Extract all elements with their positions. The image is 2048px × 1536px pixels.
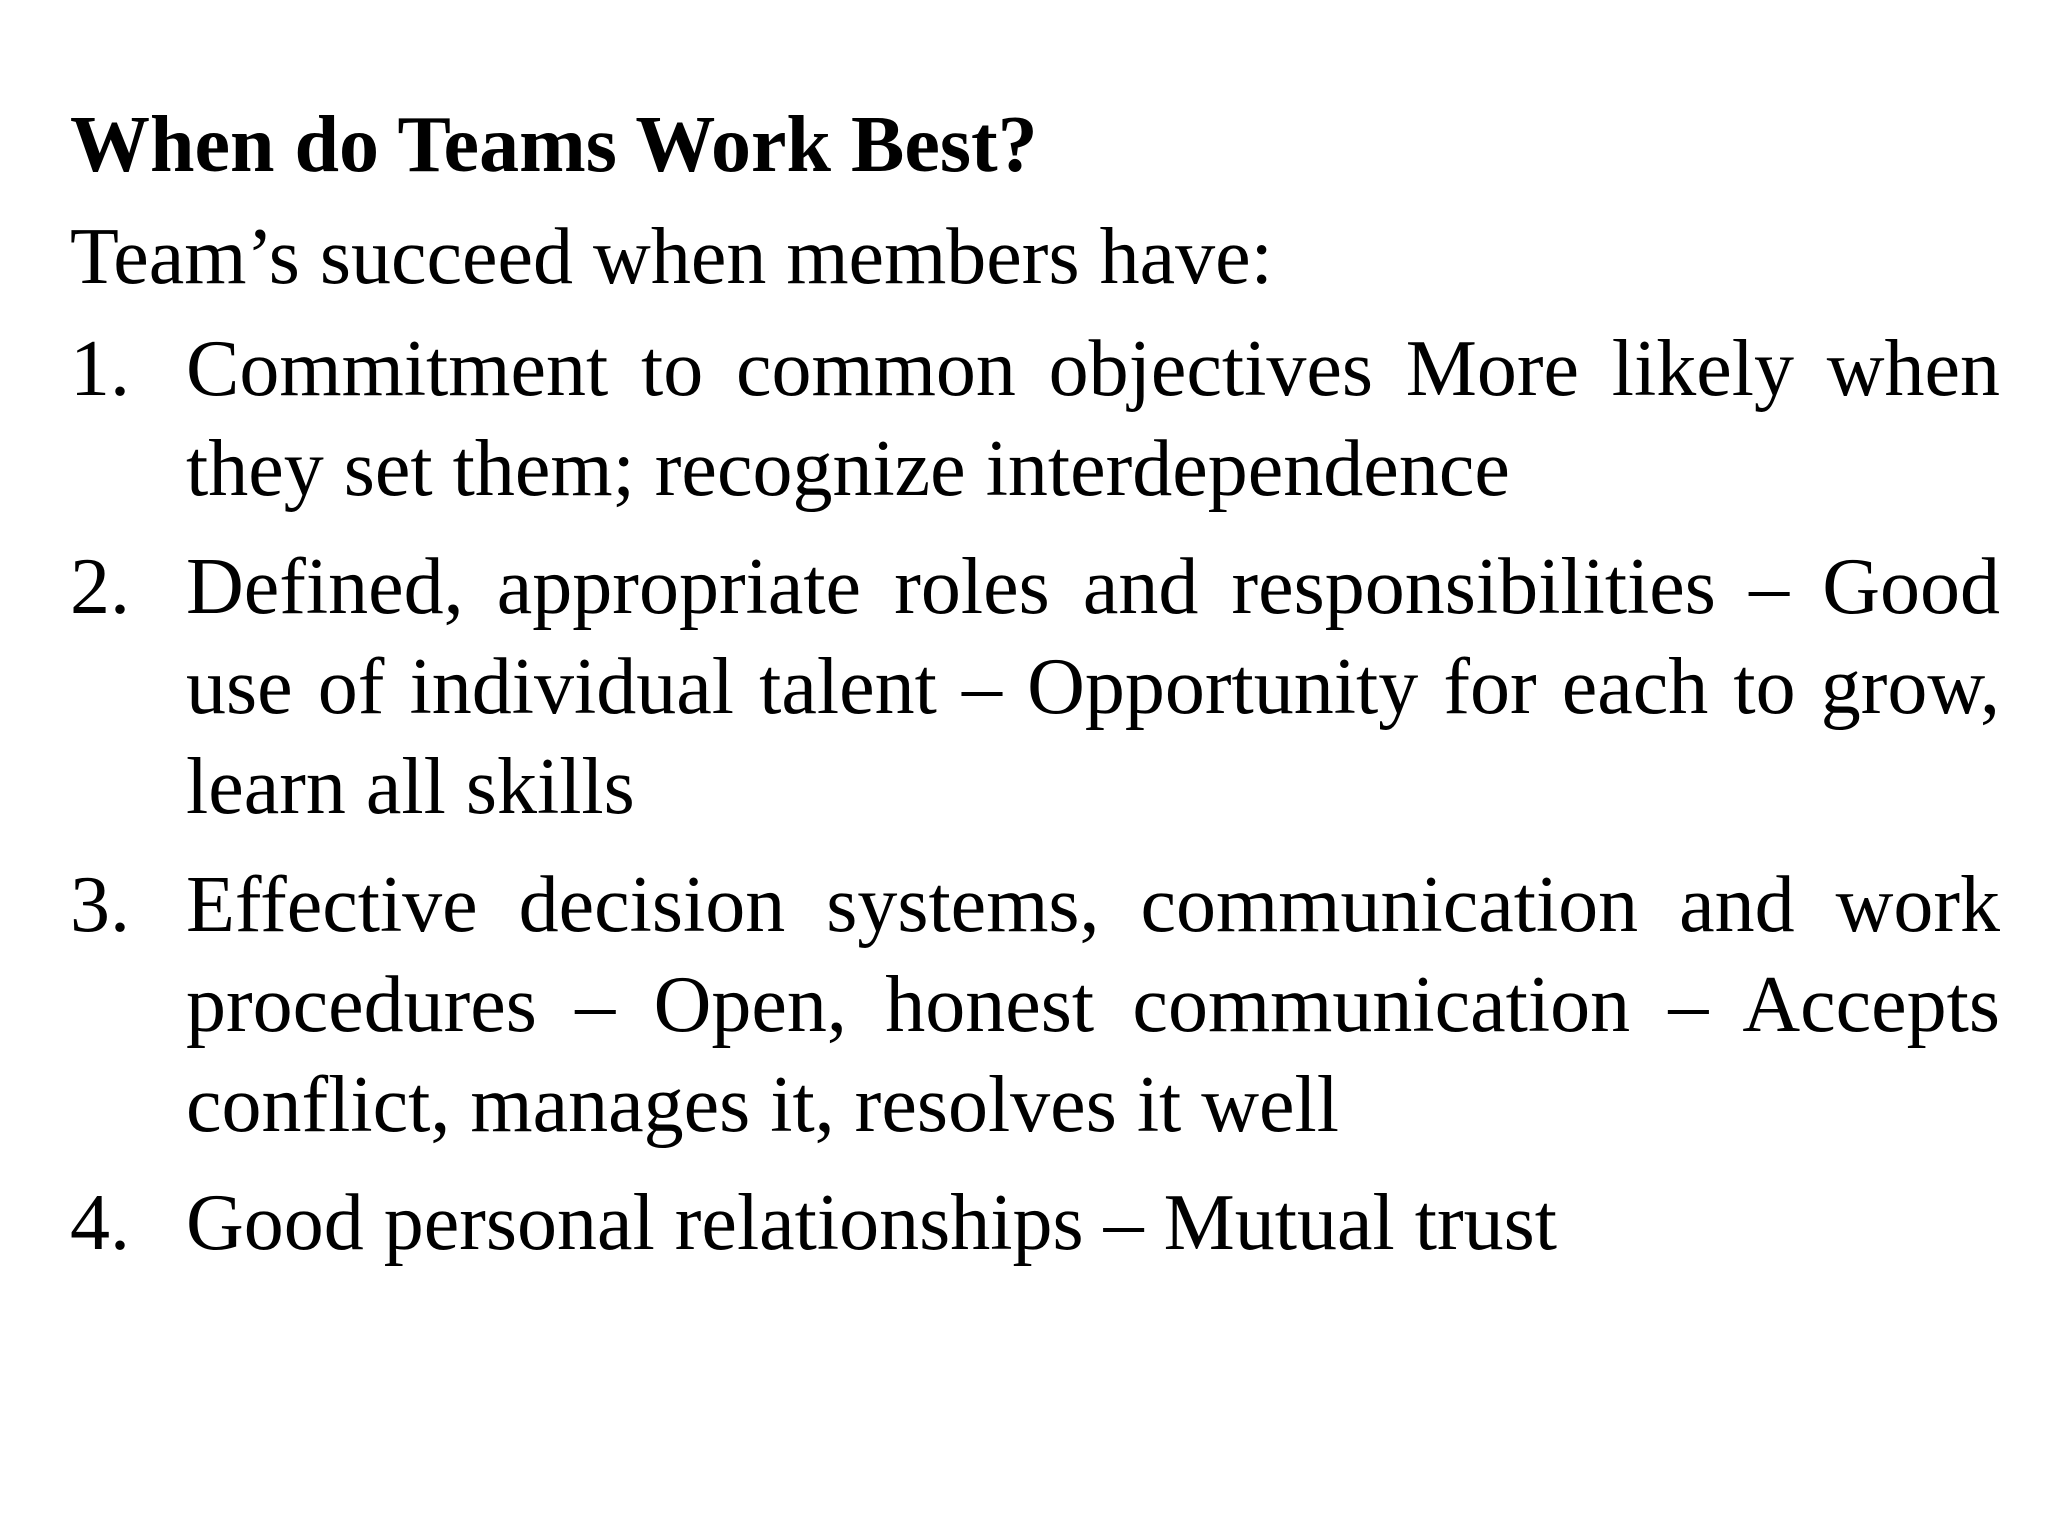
- list-item-text: Effective decision systems, communication and work procedures – Open, honest communication – Accepts conflict, manages it, resolves it well: [186, 861, 2000, 1149]
- list-item-number: 3.: [70, 861, 130, 949]
- list-item-text: Commitment to common objectives More likely when they set them; recognize interdependence: [186, 325, 2000, 513]
- list-item-number: 4.: [70, 1179, 130, 1267]
- list-item: [70, 319, 2000, 519]
- list-item: [70, 1173, 2000, 1273]
- slide-intro: Team’s succeed when members have:: [70, 213, 1273, 301]
- slide-content: [70, 95, 2000, 1291]
- list-item: [70, 855, 2000, 1155]
- list-item-number: 2.: [70, 543, 130, 631]
- list-item: [70, 537, 2000, 837]
- list-item-text: Defined, appropriate roles and responsibilities – Good use of individual talent – Opportunity for each to grow, learn all skills: [186, 543, 2000, 831]
- list-item-number: 1.: [70, 325, 130, 413]
- list-item-text: Good personal relationships – Mutual trust: [186, 1179, 1557, 1267]
- numbered-list: [70, 319, 2000, 1273]
- slide-heading: When do Teams Work Best?: [70, 101, 1038, 189]
